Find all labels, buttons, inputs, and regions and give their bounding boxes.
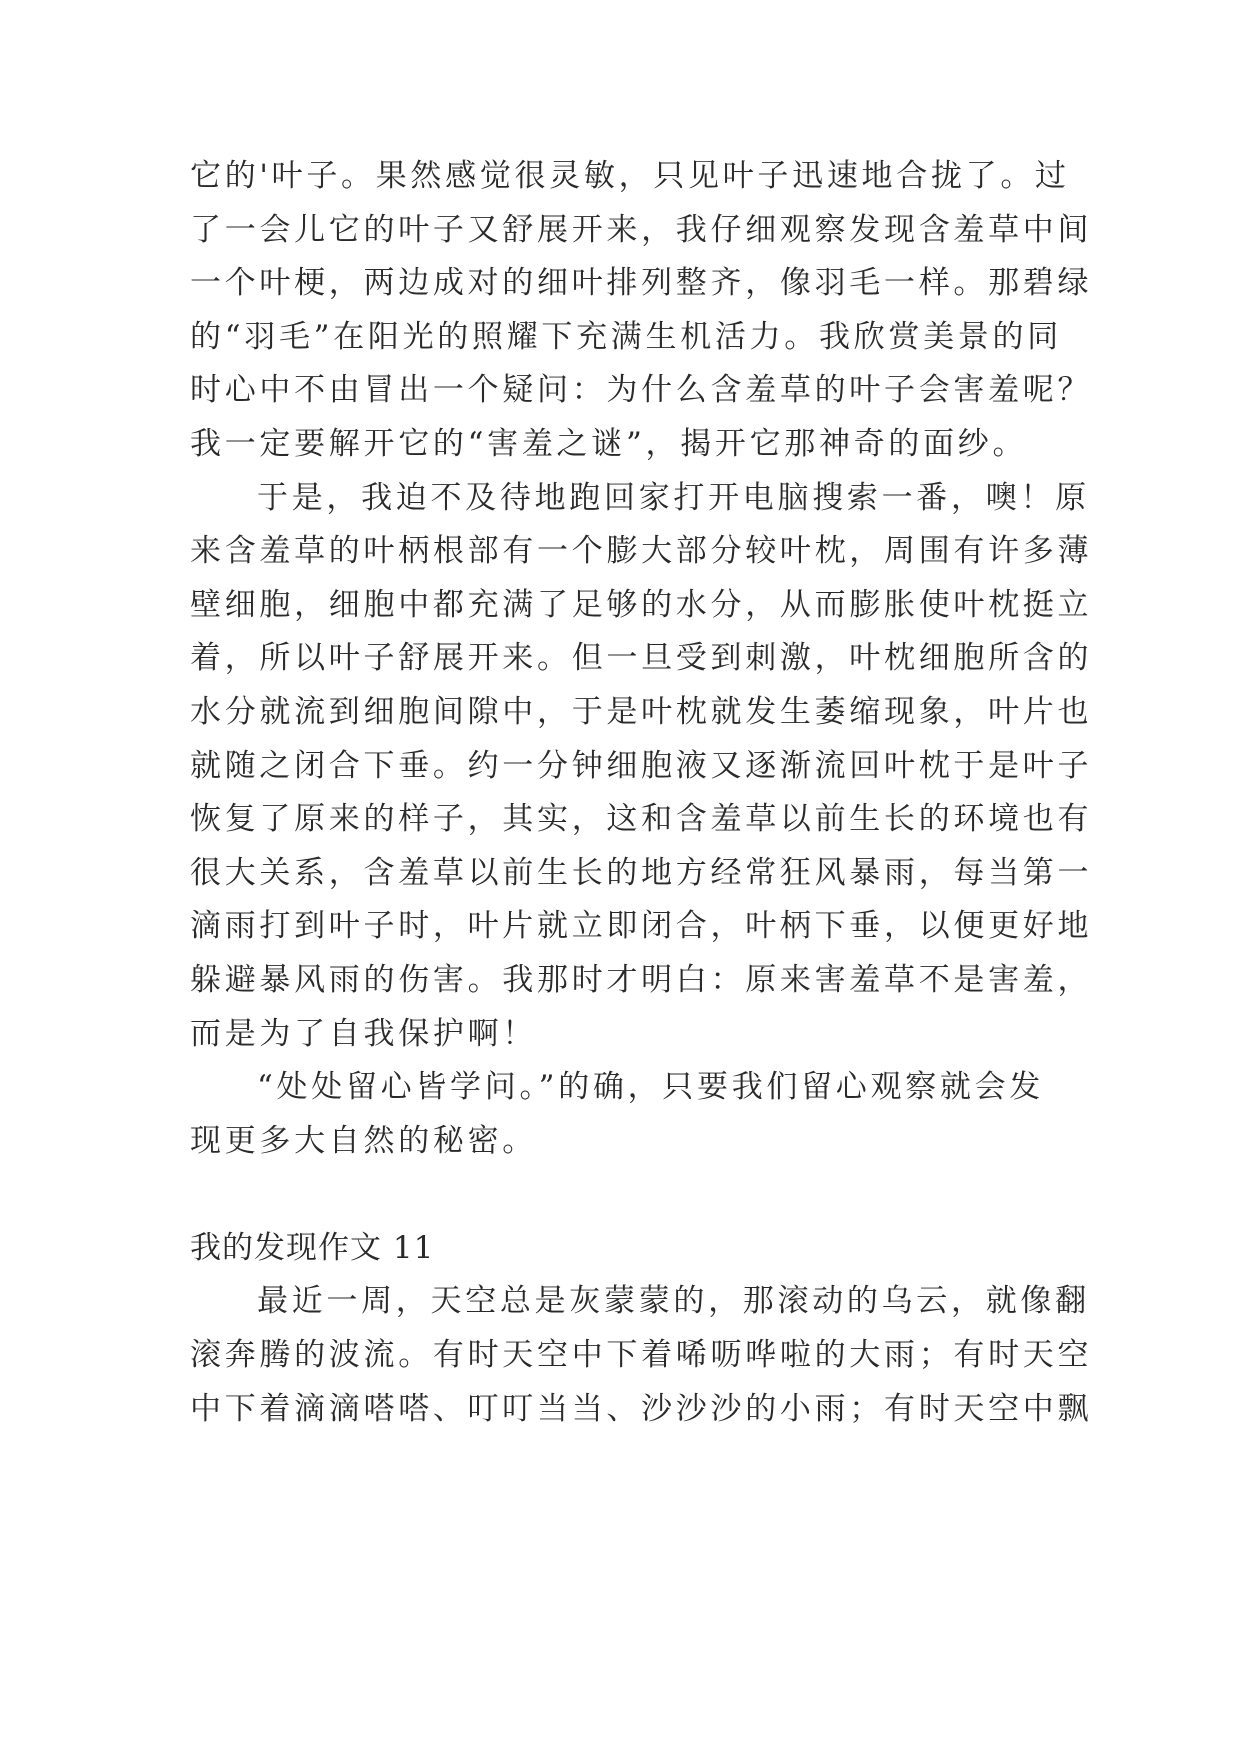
- text-line: 了一会儿它的叶子又舒展开来，我仔细观察发现含羞草中间: [190, 211, 1093, 248]
- text-line: 就随之闭合下垂。约一分钟细胞液又逐渐流回叶枕于是叶子: [190, 747, 1093, 784]
- text-line: 最近一周，天空总是灰蒙蒙的，那滚动的乌云，就像翻: [257, 1283, 1090, 1320]
- paragraph-1: [190, 150, 1093, 472]
- text-line: 于是，我迫不及待地跑回家打开电脑搜索一番，噢！原: [257, 479, 1090, 516]
- text-line: 滴雨打到叶子时，叶片就立即闭合，叶柄下垂，以便更好地: [190, 908, 1093, 945]
- text-line: 我一定要解开它的“害羞之谜”，揭开它那神奇的面纱。: [190, 425, 1028, 462]
- text-line: 一个叶梗，两边成对的细叶排列整齐，像羽毛一样。那碧绿: [190, 265, 1093, 302]
- text-line: 时心中不由冒出一个疑问：为什么含羞草的叶子会害羞呢？: [190, 372, 1093, 409]
- text-line: 而是为了自我保护啊！: [190, 1015, 537, 1052]
- paragraph-3: [190, 1061, 1070, 1168]
- text-line: 躲避暴风雨的伤害。我那时才明白：原来害羞草不是害羞，: [190, 961, 1093, 998]
- section-paragraph-1: [190, 1275, 1093, 1436]
- text-line: 很大关系，含羞草以前生长的地方经常狂风暴雨，每当第一: [190, 854, 1093, 891]
- text-line: 恢复了原来的样子，其实，这和含羞草以前生长的环境也有: [190, 801, 1093, 838]
- text-line: 着，所以叶子舒展开来。但一旦受到刺激，叶枕细胞所含的: [190, 640, 1093, 677]
- text-line: 现更多大自然的秘密。: [190, 1122, 537, 1159]
- text-line: “处处留心皆学问。”的确，只要我们留心观察就会发: [257, 1069, 1044, 1106]
- text-line: 壁细胞，细胞中都充满了足够的水分，从而膨胀使叶枕挺立: [190, 586, 1093, 623]
- blank-line: [190, 1168, 1070, 1222]
- text-line: 中下着滴滴嗒嗒、叮叮当当、沙沙沙的小雨；有时天空中飘: [190, 1390, 1093, 1427]
- document-body: [190, 150, 1093, 1436]
- paragraph-2: [190, 472, 1093, 1062]
- text-line: 的“羽毛”在阳光的照耀下充满生机活力。我欣赏美景的同: [190, 318, 1062, 355]
- text-line: 水分就流到细胞间隙中，于是叶枕就发生萎缩现象，叶片也: [190, 693, 1093, 730]
- text-line: 滚奔腾的波流。有时天空中下着唏呖哗啦的大雨；有时天空: [190, 1337, 1093, 1374]
- text-line: 来含羞草的叶柄根部有一个膨大部分较叶枕，周围有许多薄: [190, 533, 1093, 570]
- text-line: 它的'叶子。果然感觉很灵敏，只见叶子迅速地合拢了。过: [190, 158, 1070, 194]
- section-title: 我的发现作文 11: [190, 1229, 435, 1266]
